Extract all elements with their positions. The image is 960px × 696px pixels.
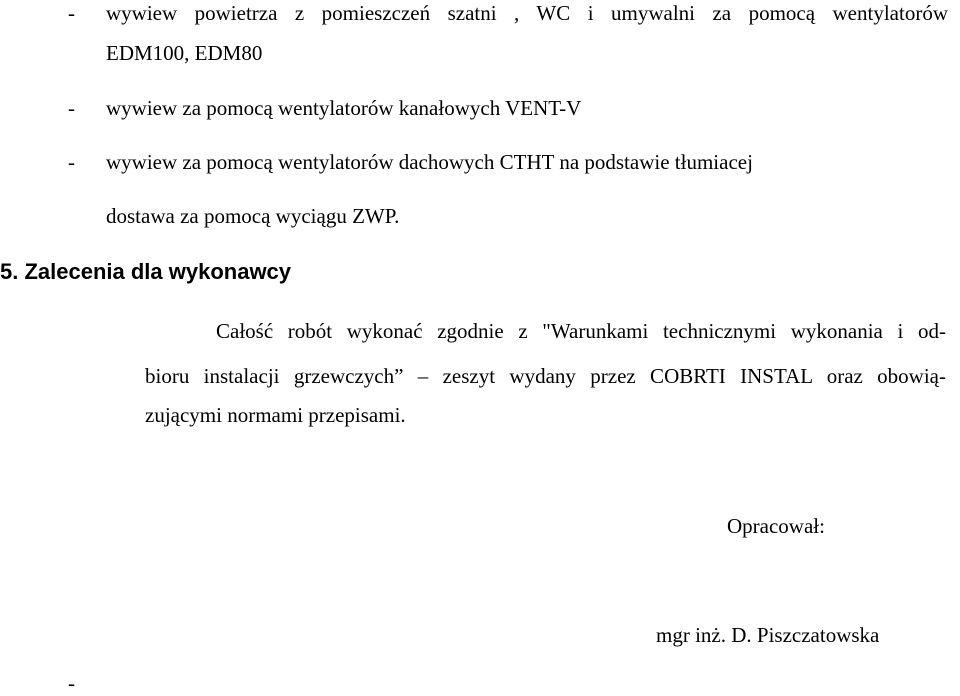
list-item-text: wywiew za pomocą wentylatorów dachowych CTHT na podstawie tłumiacej (106, 150, 753, 174)
list-dash: - (68, 671, 75, 695)
paragraph-line: zującymi normami przepisami. (145, 403, 406, 427)
signature-name: mgr inż. D. Piszczatowska (656, 623, 880, 647)
list-dash: - (68, 150, 75, 174)
list-item-text: wywiew za pomocą wentylatorów kanałowych VENT-V (106, 96, 582, 120)
list-dash: - (68, 1, 75, 25)
paragraph-line: Całość robót wykonać zgodnie z "Warunkami technicznymi wykonania i od- (216, 319, 946, 343)
list-item-continuation: dostawa za pomocą wyciągu ZWP. (106, 204, 400, 228)
section-heading: 5. Zalecenia dla wykonawcy (0, 259, 292, 284)
list-dash: - (68, 96, 75, 120)
paragraph-line: bioru instalacji grzewczych” – zeszyt wydany przez COBRTI INSTAL oraz obowią- (145, 364, 946, 388)
list-item-text: wywiew powietrza z pomieszczeń szatni , WC i umywalni za pomocą wentylatorów (106, 1, 948, 25)
list-item-continuation: EDM100, EDM80 (106, 41, 263, 65)
signature-label: Opracował: (727, 514, 825, 538)
